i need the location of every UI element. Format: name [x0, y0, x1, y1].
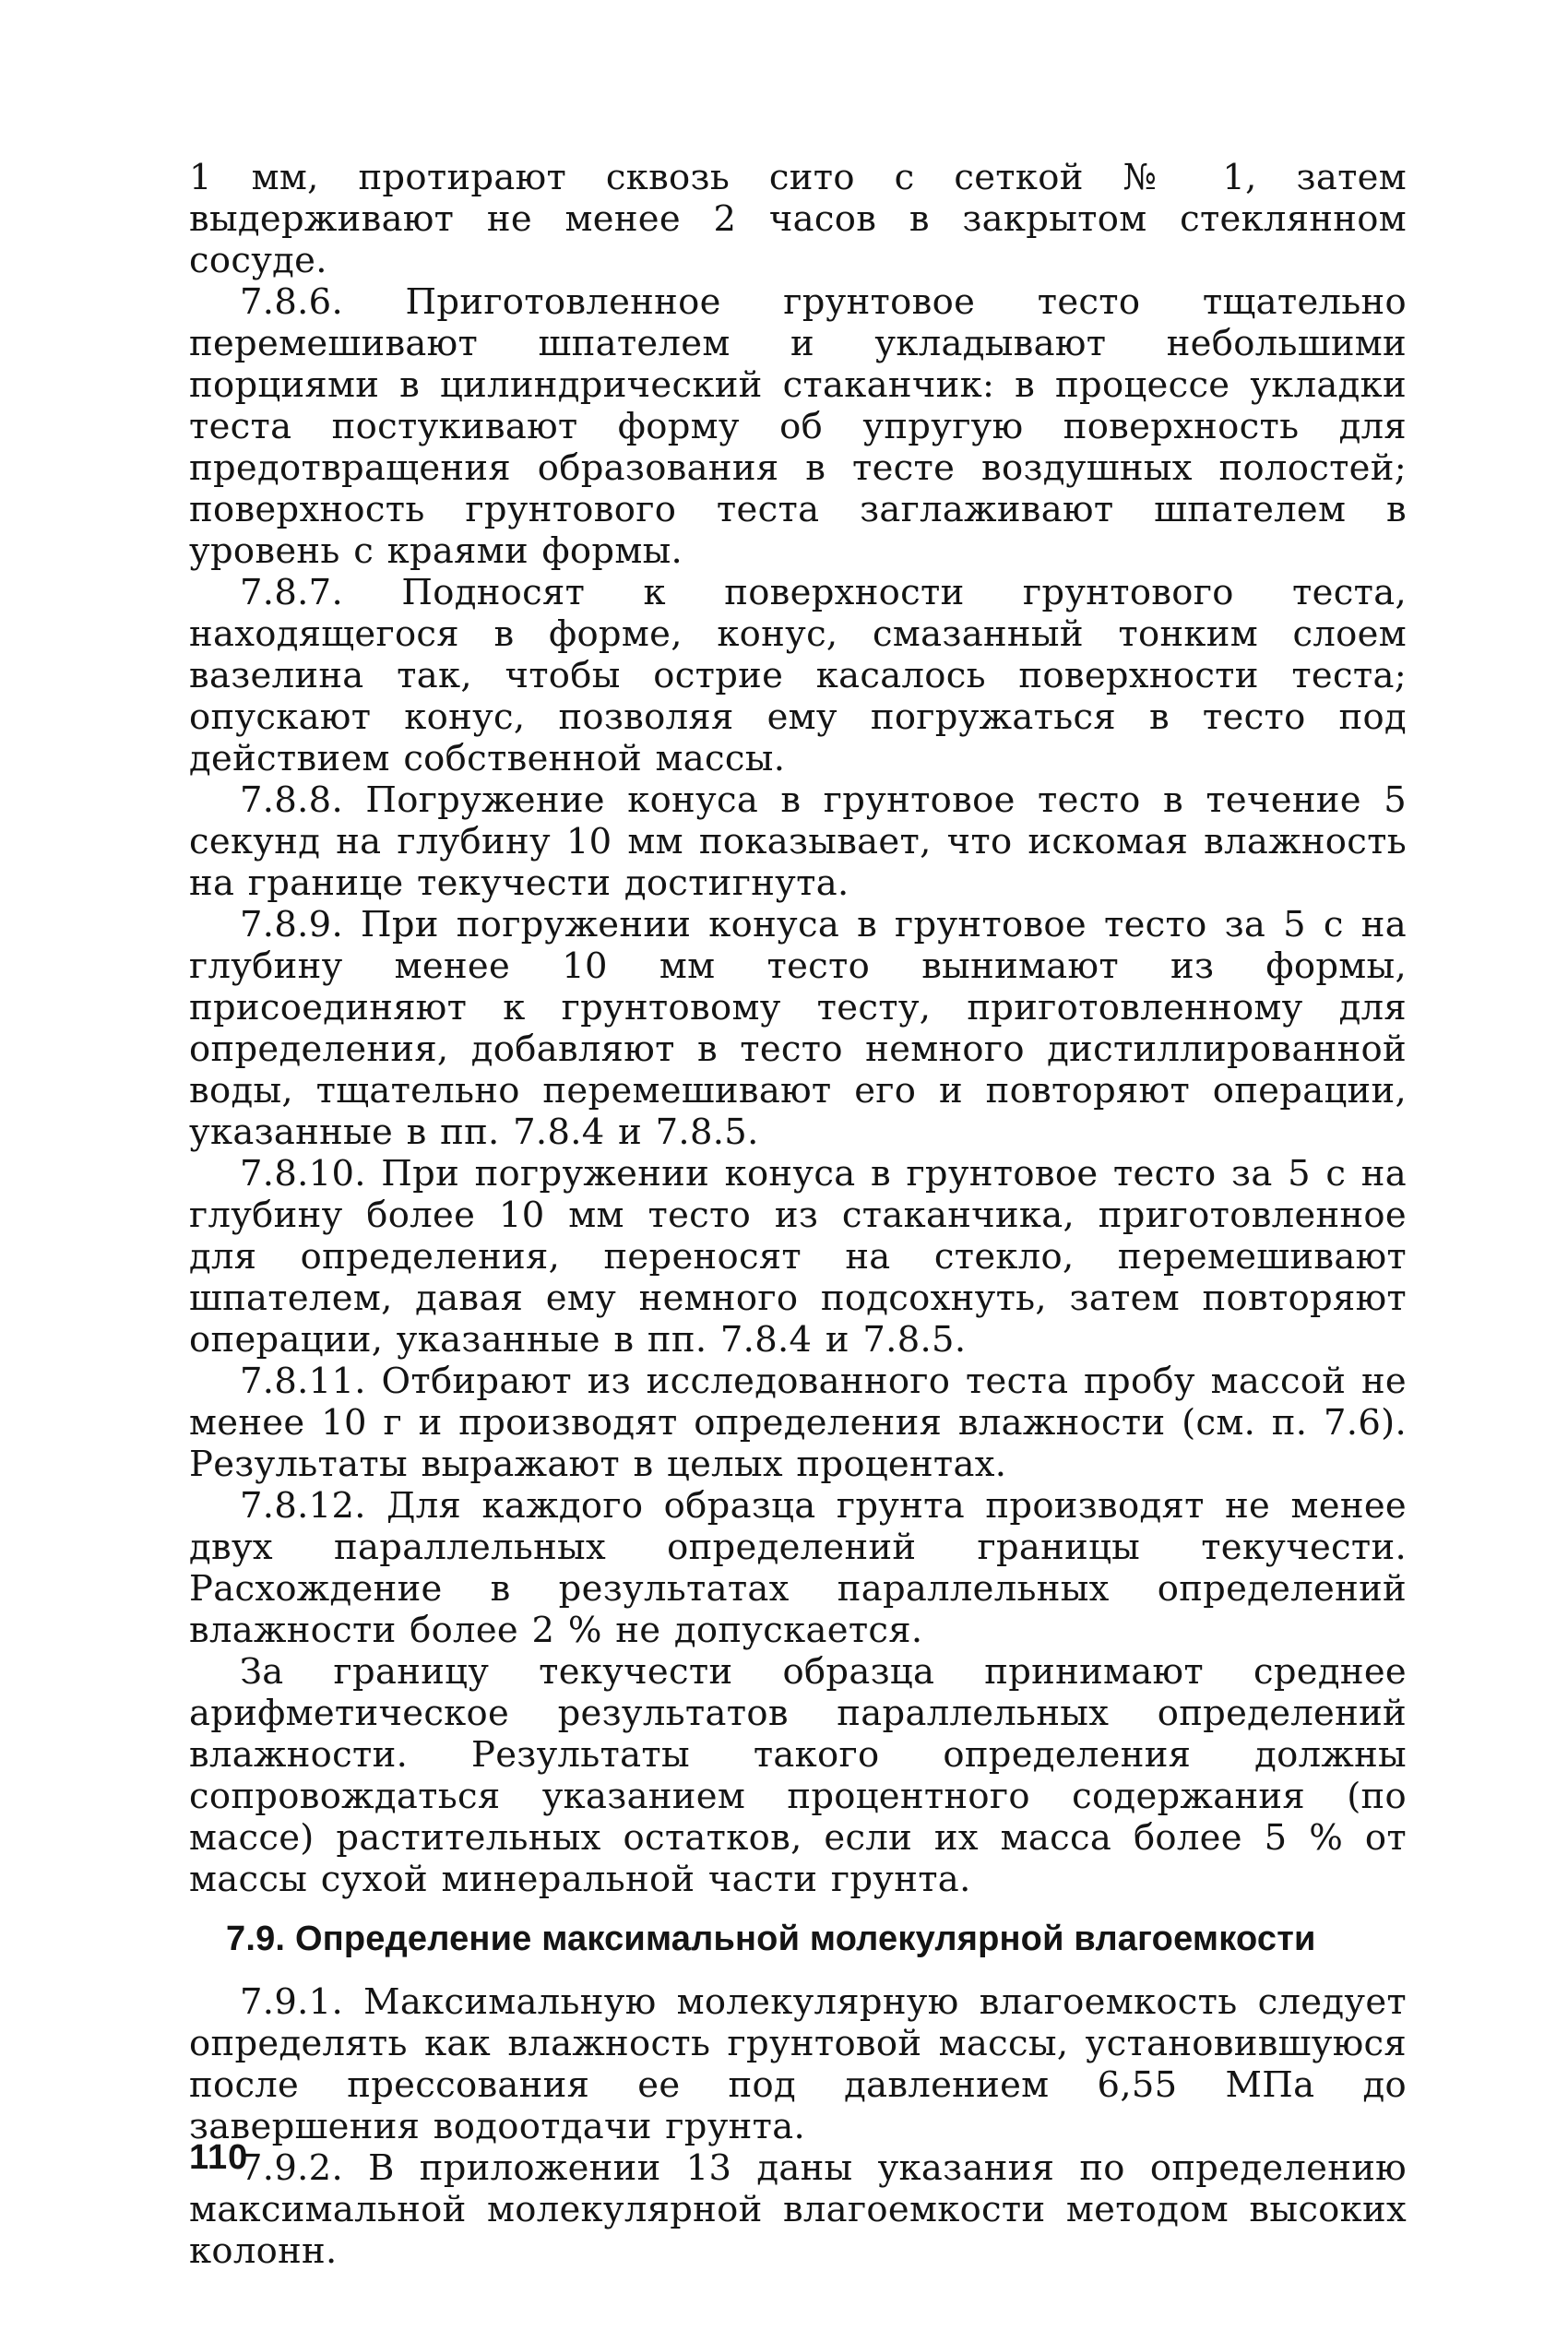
paragraph-7-8-10: 7.8.10. При погружении конуса в грунтовое тесто за 5 с на глубину более 10 мм тесто из стаканчика, приготовленное для определения, переносят на стекло, перемешивают шпателем, давая ему немного подсохнуть, затем повторяют операции, указанные в пп. 7.8.4 и 7.8.5.: [189, 1153, 1407, 1361]
paragraph-7-8-6: 7.8.6. Приготовленное грунтовое тесто тщательно перемешивают шпателем и укладывают небольшими порциями в цилиндрический стаканчик: в процессе укладки теста постукивают форму об упругую поверхность для предотвращения образования в тесте воздушных полостей; поверхность грунтового теста заглаживают шпателем в уровень с краями формы.: [189, 281, 1407, 572]
section-heading-7-9: 7.9. Определение максимальной молекулярной влагоемкости: [226, 1920, 1316, 1958]
paragraph-liquid-limit-result: За границу текучести образца принимают среднее арифметическое результатов параллельных определений влажности. Результаты такого определения должны сопровождаться указанием процентного содержания (по массе) растительных остатков, если их масса более 5 % от массы сухой минеральной части грунта.: [189, 1651, 1407, 1900]
paragraph-7-9-2: 7.9.2. В приложении 13 даны указания по определению максимальной молекулярной влагоемкости методом высоких колонн.: [189, 2147, 1407, 2272]
paragraph-7-8-11: 7.8.11. Отбирают из исследованного теста пробу массой не менее 10 г и производят определения влажности (см. п. 7.6). Результаты выражают в целых процентах.: [189, 1361, 1407, 1485]
paragraph-7-8-12: 7.8.12. Для каждого образца грунта производят не менее двух параллельных определений границы текучести. Расхождение в результатах параллельных определений влажности более 2 % не допускается.: [189, 1485, 1407, 1651]
page-body: [189, 157, 1407, 2272]
paragraph-7-8-9: 7.8.9. При погружении конуса в грунтовое тесто за 5 с на глубину менее 10 мм тесто вынимают из формы, присоединяют к грунтовому тесту, приготовленному для определения, добавляют в тесто немного дистиллированной воды, тщательно перемешивают его и повторяют операции, указанные в пп. 7.8.4 и 7.8.5.: [189, 904, 1407, 1153]
paragraph-7-9-1: 7.9.1. Максимальную молекулярную влагоемкость следует определять как влажность грунтовой массы, установившуюся после прессования ее под давлением 6,55 МПа до завершения водоотдачи грунта.: [189, 1981, 1407, 2147]
paragraph-7-8-7: 7.8.7. Подносят к поверхности грунтового теста, находящегося в форме, конус, смазанный тонким слоем вазелина так, чтобы острие касалось поверхности теста; опускают конус, позволяя ему погружаться в тесто под действием собственной массы.: [189, 572, 1407, 779]
page-number: 110: [189, 2138, 249, 2177]
paragraph-7-8-8: 7.8.8. Погружение конуса в грунтовое тесто в течение 5 секунд на глубину 10 мм показывает, что искомая влажность на границе текучести достигнута.: [189, 779, 1407, 904]
paragraph-continuation: 1 мм, протирают сквозь сито с сеткой № 1, затем выдерживают не менее 2 часов в закрытом стеклянном сосуде.: [189, 157, 1407, 281]
